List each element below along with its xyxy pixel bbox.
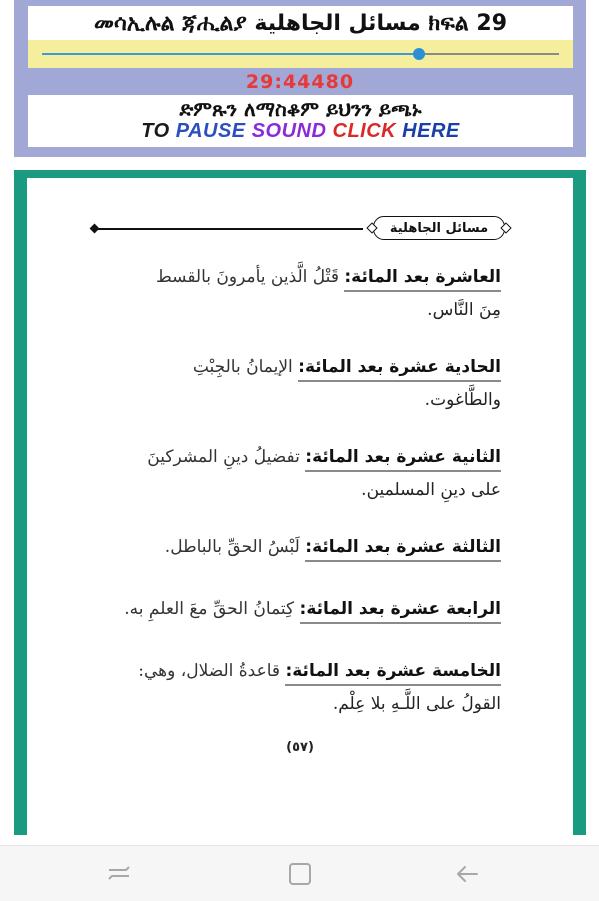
issue-text: كِتمانُ الحقِّ معَ العلمِ به. (124, 599, 295, 619)
pause-label-amharic: ድምጹን ለማስቆም ይህንን ይጫኑ (179, 97, 422, 121)
issue-text-continued: مِنَ النَّاس. (427, 300, 501, 320)
seek-track (42, 53, 559, 55)
running-head (91, 216, 505, 240)
issue-label: الحادية عشرة بعد المائة: (298, 357, 501, 382)
back-button[interactable] (452, 859, 482, 889)
running-head-badge: مسائل الجاهلية (373, 216, 505, 240)
pause-word-here: HERE (402, 120, 460, 142)
pause-word-sound: SOUND (251, 120, 327, 142)
issue-text-continued: القولُ على اللَّـهِ بلا عِلْم. (332, 694, 501, 714)
page-number: (٥٧) (286, 740, 314, 755)
system-nav-bar (0, 845, 599, 901)
home-square-icon (285, 859, 315, 889)
issue-label: الثانية عشرة بعد المائة: (305, 447, 501, 472)
running-head-ornament (90, 224, 100, 234)
home-button[interactable] (285, 859, 315, 889)
issue-label: العاشرة بعد المائة: (344, 267, 501, 292)
pause-word-to: TO (141, 120, 170, 142)
audio-player-panel (14, 0, 586, 157)
issue-text: قاعدةُ الضلال، وهي: (138, 661, 281, 681)
issue-text: تفضيلُ دينِ المشركينَ (147, 447, 300, 467)
issue-text: الإيمانُ بالجِبْتِ (192, 357, 293, 377)
book-page[interactable] (27, 178, 573, 835)
issue-text-continued: والطَّاغوت. (424, 390, 501, 410)
issue-entry (77, 348, 501, 414)
issue-entry (77, 652, 501, 718)
back-arrow-icon (452, 859, 482, 889)
issue-label: الخامسة عشرة بعد المائة: (285, 661, 501, 686)
pause-sound-button[interactable] (28, 95, 573, 147)
seek-thumb[interactable] (413, 48, 425, 60)
issue-label: الثالثة عشرة بعد المائة: (305, 537, 501, 562)
playback-time: 29:44480 (245, 71, 355, 93)
issue-entry (77, 438, 501, 504)
issue-entry (77, 590, 501, 628)
pause-label-english (28, 120, 573, 143)
issue-text: قَتْلُ الَّذين يأمرونَ بالقسط (156, 267, 339, 287)
book-page-frame (14, 170, 586, 835)
issue-text: لَبْسُ الحقِّ بالباطل. (164, 537, 300, 557)
seek-progress-fill (42, 53, 419, 55)
running-head-rule (97, 228, 363, 230)
recent-apps-icon (104, 859, 134, 889)
issues-list (77, 258, 501, 742)
pause-word-pause: PAUSE (175, 120, 246, 142)
issue-entry (77, 258, 501, 324)
recent-apps-button[interactable] (104, 859, 134, 889)
issue-label: الرابعة عشرة بعد المائة: (300, 599, 501, 624)
issue-entry (77, 528, 501, 566)
lesson-title: መሳኢሉል ጃሒልያ مسائل الجاهلية ክፍል 29 (28, 6, 573, 40)
seek-bar[interactable] (28, 40, 573, 68)
issue-text-continued: على دينِ المسلمين. (361, 480, 501, 500)
pause-word-click: CLICK (332, 120, 397, 142)
